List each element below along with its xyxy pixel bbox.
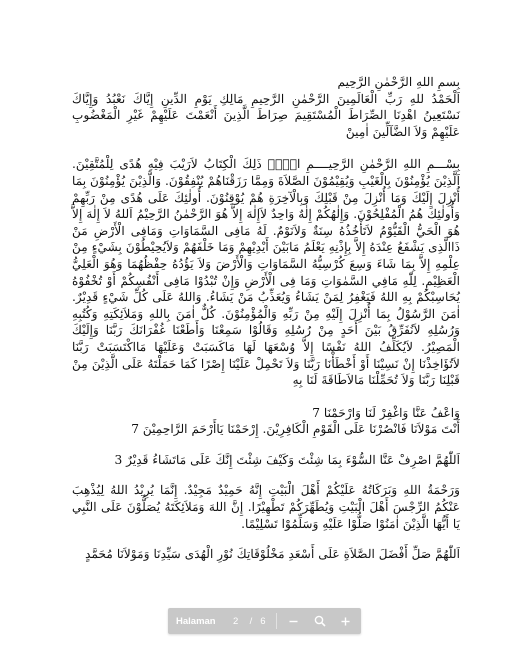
basmala-line: بِسمِ اللهِ الرَّحْمٰنِ الرَّحِيم xyxy=(337,75,460,89)
page-label: Halaman xyxy=(176,615,216,627)
zoom-in-button[interactable] xyxy=(333,608,359,634)
plus-icon xyxy=(340,616,351,627)
magnifier-icon xyxy=(314,615,326,627)
prayer-line-3: اَللّٰهُمَّ اصْرِفْ عَنَّا السُّوْءَ بِمَا شِئْتَ وَكَيْفَ شِئْتَ إِنَّكَ عَلَى مَاتَشَاءُ قَدِيْرٌ 3 xyxy=(114,452,460,467)
document-body xyxy=(72,74,460,563)
salawat-line: اَللّٰهُمَّ صَلِّ أَفْضَلَ الصَّلاَةِ عَلَى أَسْعَدِ مَخْلُوْقَاتِكَ نُوْرِ الْهُدَى سَيِّدِنَا وَمَوْلاَنَا مُحَمَّدٍ xyxy=(85,547,460,562)
current-page-number[interactable]: 2 xyxy=(232,615,239,627)
prayer-line-1: وَاعْفُ عَنَّا وَاغْفِرْ لَنَا وَارْحَمْنَا 7 xyxy=(312,405,460,420)
total-pages: 6 xyxy=(260,615,266,627)
prayer-line-2: أَنْتَ مَوْلاَنَا فَانْصُرْنَا عَلَى الْقَوْمِ الْكَافِرِيْنَ. إِرْحَمْنَا يَاأَرْحَمَ الرَّاحِمِيْنَ 7 xyxy=(131,422,460,437)
zoom-button[interactable] xyxy=(307,608,333,634)
al-baqarah-paragraph: بِسْـــمِ اللهِ الرَّحْمٰنِ الرَّحِيــــمِ الۤمۤ ذَلِكَ الْكِتَابُ لاَرَيْبَ فِيْهِ هُدًى لِلْمُتَّقِيْنَ. اَلَّذِيْنَ يُؤْمِنُوْنَ بِالْغَيْبِ وَيُقِيْمُوْنَ الصَّلاَةَ وَمِمَّا رَزَقْنَاهُمْ يُنْفِقُوْنَ. وَالَّذِيْنَ يُؤْمِنُوْنَ بِمَا أُنْزِلَ إِلَيْكَ وَمَا أُنْزِلَ مِنْ قَبْلِكَ وَبِالْآخِرَةِ هُمْ يُوْقِنُوْنَ. أُولٰئِكَ عَلَى هُدًى مِنْ رَبِّهِمْ وَأُولٰئِكَ هُمُ الْمُفْلِحُوْنَ. وَإِلٰهُكُمْ إِلٰهٌ وَاحِدٌ لاَإِلٰهَ إِلاَّ هُوَ الرَّحْمٰنُ الرَّحِيْمُ اَللهُ لاَ إِلٰهَ إِلاَّ هُوَ الْحَيُّ الْقَيُّوْمُ لاَتَأْخُذُهُ سِنَةٌ وَلاَنَوْمٌ. لَهُ مَافِى السَّمَاوَاتِ وَمَافِى الْأَرْضِ مَنْ ذَاالَّذِى يَشْفَعُ عِنْدَهُ إِلاَّ بِإِذْنِهِ يَعْلَمُ مَابَيْنَ أَيْدِيْهِمْ وَمَا خَلْفَهُمْ وَلاَيُحِيْطُوْنَ بِشَيْءٍ مِنْ عِلْمِهِ إِلاَّ بِمَا شَاءَ وَسِعَ كُرْسِيُّهُ السَّمَاوَاتِ وَالْأَرْضَ وَلاَ يَؤُدُهُ حِفْظُهُمَا وَهُوَ الْعَلِيُّ الْعَظِيْمِ. لِلّٰهِ مَافِي السَّمٰوَاتِ وَمَا فِى الْأَرْضِ وَإِنْ تُبْدُوْا مَافِى أَنْفُسِكُمْ أَوْ تُخْفُوْهُ يُحَاسِبْكُمْ بِهِ اللهُ فَيَغْفِرُ لِمَنْ يَشَاءُ وَيُعَذِّبُ مَنْ يَشَاءُ. وَاللهُ عَلَى كُلِّ شَيْءٍ قَدِيْرٌ. اٰمَنَ الرَّسُوْلُ بِمَا أُنْزِلَ إِلَيْهِ مِنْ رَبِّهِ وَالْمُؤْمِنُوْنَ. كُلٌّ اٰمَنَ بِاللهِ وَمَلاَئِكَتِهِ وَكُتُبِهِ وَرُسُلِهِ لاَنُفَرِّقُ بَيْنَ أَحَدٍ مِنْ رُسُلِهِ وَقَالُوْا سَمِعْنَا وَأَطَعْنَا غُفْرَانَكَ رَبَّنَا وَإِلَيْكَ الْمَصِيْرُ. لاَيُكَلِّفُ اللهُ نَفْسًا إِلاَّ وُسْعَهَا لَهَا مَاكَسَبَتْ وَعَلَيْهَا مَااكْتَسَبَتْ رَبَّنَا لاَتُؤَاخِذْنَا إِنْ نَسِيْنَا أَوْ أَخْطَأْنَا رَبَّنَا وَلاَ تَحْمِلْ عَلَيْنَا إِصْرًا كَمَا حَمَلْتَهُ عَلَى الَّذِيْنَ مِنْ قَبْلِنَا رَبَّنَا وَلاَ تُحَمِّلْنَا مَالاَطَاقَةَ لَنَا بِهِ xyxy=(72,157,460,388)
toolbar-divider xyxy=(276,613,277,629)
pdf-page-toolbar xyxy=(168,608,361,634)
zoom-out-button[interactable] xyxy=(281,608,307,634)
minus-icon xyxy=(288,616,299,627)
al-fatihah-paragraph: اَلْحَمْدُ للهِ رَبِّ الْعَالَمِينَ الرَّحْمٰنِ الرَّحِيمِ مَالِكِ يَوْمِ الدِّينِ إِيَّاكَ نَعْبُدُ وَإِيَّاكَ نَسْتَعِينُ اهْدِنَا الصِّرَاطَ الْمُسْتَقِيمَ صِرَاطَ الَّذِينَ أَنْعَمْتَ عَلَيْهِمْ غَيْرِ الْمَغْضُوبِ عَلَيْهِمْ وَلاَ الضَّآلِّينَ اٰمِينْ xyxy=(72,91,460,139)
ahlul-bait-paragraph: وَرَحْمَةُ اللهِ وَبَرَكَاتُهُ عَلَيْكُمْ أَهْلَ الْبَيْتِ إِنَّهُ حَمِيْدٌ مَجِيْدٌ. إِنَّمَا يُرِيْدُ اللهُ لِيُذْهِبَ عَنْكُمُ الرِّجْسَ أَهْلَ الْبَيْتِ وَيُطَهِّرَكُمْ تَطْهِيْرًا. إِنَّ اللهَ وَمَلاَئِكَتَهُ يُصَلُّوْنَ عَلَى النَّبِي يَا أَيُّهَا الَّذِيْنَ اٰمَنُوْا صَلُّوْا عَلَيْهِ وَسَلِّمُوْا تَسْلِيْمًا. xyxy=(72,483,460,531)
page-separator: / xyxy=(249,615,253,627)
